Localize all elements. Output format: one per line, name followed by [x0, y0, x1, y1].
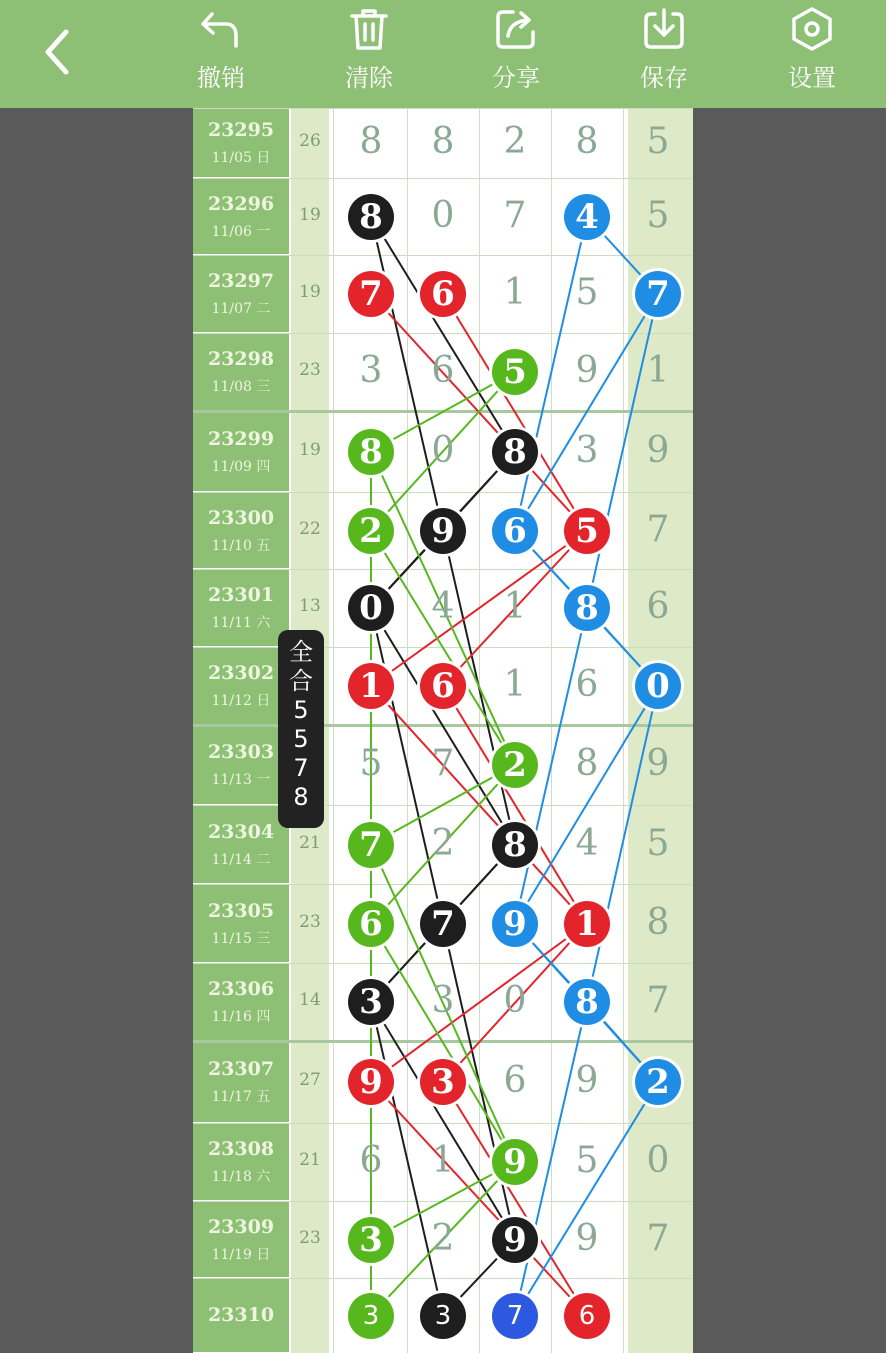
clear-button[interactable]: [319, 6, 419, 102]
share-icon: [493, 6, 539, 52]
digit-cell[interactable]: 9: [646, 743, 670, 784]
period-date: 11/06 一: [211, 223, 271, 240]
period-number: 23305: [207, 899, 275, 922]
digit-cell[interactable]: 7: [646, 980, 670, 1021]
digit-cell[interactable]: 7: [646, 508, 670, 550]
number-ball-green[interactable]: 2: [348, 508, 394, 554]
number-ball-black[interactable]: 8: [492, 429, 538, 475]
number-ball-black[interactable]: 9: [492, 1217, 538, 1263]
trend-line: [371, 217, 515, 452]
number-ball-black[interactable]: 8: [348, 194, 394, 240]
number-ball-red[interactable]: 9: [348, 1059, 394, 1105]
digit-cell[interactable]: 0: [431, 194, 455, 236]
digit-cell[interactable]: 8: [575, 743, 599, 784]
period-date: 11/13 一: [211, 772, 271, 788]
badge-label: 全合: [289, 638, 313, 695]
number-ball-red[interactable]: 6: [564, 1293, 610, 1339]
number-ball-blue[interactable]: 9: [492, 901, 538, 947]
trend-line: [443, 294, 587, 531]
trash-icon: [346, 6, 392, 52]
period-number: 23310: [207, 1303, 275, 1326]
period-number: 23303: [207, 741, 275, 763]
sum-value: 26: [299, 131, 321, 151]
period-number: 23304: [207, 820, 275, 843]
number-ball-blue[interactable]: 8: [564, 585, 610, 631]
period-date: 11/17 五: [211, 1089, 271, 1105]
number-ball-red[interactable]: 3: [420, 1059, 466, 1105]
number-ball-green[interactable]: 3: [348, 1293, 394, 1339]
number-ball-red[interactable]: 1: [348, 663, 394, 709]
undo-label: 撤销: [197, 64, 245, 92]
trend-line: [443, 686, 587, 924]
period-date: 11/08 三: [211, 379, 271, 395]
digit-cell[interactable]: 6: [431, 350, 455, 391]
number-ball-red[interactable]: 7: [348, 271, 394, 317]
digit-cell[interactable]: 8: [646, 901, 670, 943]
number-ball-blue[interactable]: 7: [635, 271, 681, 317]
trend-line: [371, 608, 515, 845]
digit-cell[interactable]: 4: [431, 586, 455, 627]
number-ball-black[interactable]: 3: [348, 979, 394, 1025]
trend-line: [371, 924, 515, 1163]
sum-value: 21: [299, 1150, 321, 1170]
digit-cell[interactable]: 2: [431, 1217, 455, 1259]
sum-combo-badge: [278, 630, 324, 828]
sum-value: 23: [299, 1227, 321, 1248]
digit-cell[interactable]: 1: [503, 272, 527, 313]
digit-cell[interactable]: 9: [575, 1217, 599, 1259]
period-date: 11/11 六: [211, 615, 271, 631]
digit-cell[interactable]: 5: [575, 1140, 599, 1181]
sum-value: 19: [299, 439, 321, 460]
number-ball-green[interactable]: 2: [492, 742, 538, 788]
period-date: 11/07 二: [211, 301, 271, 317]
digit-cell[interactable]: 9: [575, 1060, 599, 1101]
digit-cell[interactable]: 5: [359, 743, 383, 784]
number-ball-green[interactable]: 5: [492, 349, 538, 395]
number-ball-red[interactable]: 5: [564, 508, 610, 554]
digit-cell[interactable]: 9: [646, 429, 670, 471]
trend-line: [515, 294, 658, 531]
number-ball-black[interactable]: 3: [420, 1293, 466, 1339]
digit-cell[interactable]: 1: [646, 350, 670, 391]
sum-value: 22: [299, 518, 321, 539]
clear-label: 清除: [345, 64, 393, 92]
trend-line: [515, 1082, 658, 1316]
period-date: 11/14 二: [211, 851, 271, 868]
sum-value: 27: [299, 1070, 321, 1090]
trend-chart[interactable]: [193, 108, 693, 1353]
digit-cell[interactable]: 5: [646, 822, 670, 864]
back-button[interactable]: [28, 22, 88, 82]
digit-cell[interactable]: 1: [503, 586, 527, 627]
undo-button[interactable]: [171, 6, 271, 102]
number-ball-red[interactable]: 6: [420, 663, 466, 709]
digit-cell[interactable]: 0: [503, 980, 527, 1021]
number-ball-green[interactable]: 9: [492, 1139, 538, 1185]
digit-cell[interactable]: 2: [431, 822, 455, 864]
digit-cell[interactable]: 0: [431, 429, 455, 471]
period-date: 11/18 六: [211, 1169, 271, 1185]
undo-icon: [198, 6, 244, 52]
period-number: 23309: [207, 1215, 275, 1238]
number-ball-red[interactable]: 6: [420, 271, 466, 317]
digit-cell[interactable]: 6: [503, 1060, 527, 1101]
period-number: 23307: [207, 1058, 275, 1080]
sum-value: 21: [299, 832, 321, 853]
badge-digit: 8: [293, 783, 309, 811]
sum-value: 13: [299, 596, 321, 616]
top-toolbar: [0, 0, 886, 108]
trend-line: [443, 1082, 587, 1316]
download-icon: [641, 6, 687, 52]
number-ball-black[interactable]: 7: [420, 901, 466, 947]
period-date: 11/16 四: [211, 1009, 271, 1025]
digit-cell[interactable]: 4: [575, 822, 599, 864]
badge-digit: 5: [293, 696, 309, 724]
badge-digit: 7: [293, 754, 309, 782]
digit-cell[interactable]: 5: [575, 272, 599, 313]
settings-button[interactable]: [762, 6, 862, 102]
number-ball-green[interactable]: 7: [348, 822, 394, 868]
period-number: 23297: [207, 270, 275, 292]
digit-cell[interactable]: 1: [503, 664, 527, 705]
sum-value: 19: [299, 282, 321, 302]
number-ball-black[interactable]: 9: [420, 508, 466, 554]
digit-cell[interactable]: 1: [431, 1140, 455, 1181]
number-ball-green[interactable]: 3: [348, 1217, 394, 1263]
number-ball-blue[interactable]: 2: [635, 1059, 681, 1105]
number-ball-green[interactable]: 6: [348, 901, 394, 947]
period-number: 23301: [207, 584, 275, 606]
number-ball-blue[interactable]: 0: [635, 663, 681, 709]
badge-digit: 5: [293, 725, 309, 753]
period-number: 23308: [207, 1138, 275, 1160]
digit-cell[interactable]: 5: [646, 121, 670, 162]
digit-cell[interactable]: 0: [646, 1140, 670, 1181]
number-ball-red[interactable]: 1: [564, 901, 610, 947]
digit-cell[interactable]: 7: [646, 1217, 670, 1259]
digit-cell[interactable]: 7: [431, 743, 455, 784]
period-number: 23296: [207, 192, 275, 215]
number-ball-green[interactable]: 8: [348, 429, 394, 475]
period-number: 23302: [207, 662, 275, 684]
period-number: 23298: [207, 348, 275, 370]
digit-cell[interactable]: 5: [646, 194, 670, 236]
period-date: 11/15 三: [211, 930, 271, 947]
period-number: 23295: [207, 119, 275, 141]
digit-cell[interactable]: 7: [503, 194, 527, 236]
chevron-left-icon: [28, 22, 88, 82]
digit-cell[interactable]: 6: [359, 1140, 383, 1181]
period-number: 23300: [207, 506, 275, 529]
digit-cell[interactable]: 3: [575, 429, 599, 471]
period-date: 11/05 日: [211, 150, 271, 166]
digit-cell[interactable]: 3: [431, 980, 455, 1021]
trend-line: [371, 1002, 515, 1240]
digit-cell[interactable]: 8: [359, 121, 383, 162]
share-label: 分享: [492, 64, 540, 92]
digit-cell[interactable]: 9: [575, 350, 599, 391]
digit-cell[interactable]: 8: [431, 121, 455, 162]
share-button[interactable]: [466, 6, 566, 102]
trend-line: [515, 686, 658, 924]
sum-value: 23: [299, 911, 321, 932]
digit-cell[interactable]: 2: [503, 121, 527, 162]
number-ball-black[interactable]: 0: [348, 585, 394, 631]
sum-value: 19: [299, 204, 321, 225]
period-date: 11/09 四: [211, 458, 271, 475]
save-button[interactable]: [614, 6, 714, 102]
settings-label: 设置: [788, 64, 836, 92]
period-date: 11/10 五: [211, 537, 271, 554]
trend-line: [371, 531, 515, 766]
number-ball-black[interactable]: 8: [492, 822, 538, 868]
digit-cell[interactable]: 6: [575, 664, 599, 705]
number-ball-blue2[interactable]: 7: [492, 1293, 538, 1339]
sum-value: 23: [299, 360, 321, 380]
period-date: 11/19 日: [211, 1246, 271, 1263]
digit-cell[interactable]: 6: [646, 586, 670, 627]
period-date: 11/12 日: [211, 693, 271, 709]
number-ball-blue[interactable]: 6: [492, 508, 538, 554]
save-label: 保存: [640, 64, 688, 92]
digit-cell[interactable]: 3: [359, 350, 383, 391]
settings-hex-icon: [789, 6, 835, 52]
sum-value: 14: [299, 990, 321, 1010]
number-ball-blue[interactable]: 4: [564, 194, 610, 240]
period-number: 23299: [207, 427, 275, 450]
number-ball-blue[interactable]: 8: [564, 979, 610, 1025]
period-number: 23306: [207, 978, 275, 1000]
digit-cell[interactable]: 8: [575, 121, 599, 162]
